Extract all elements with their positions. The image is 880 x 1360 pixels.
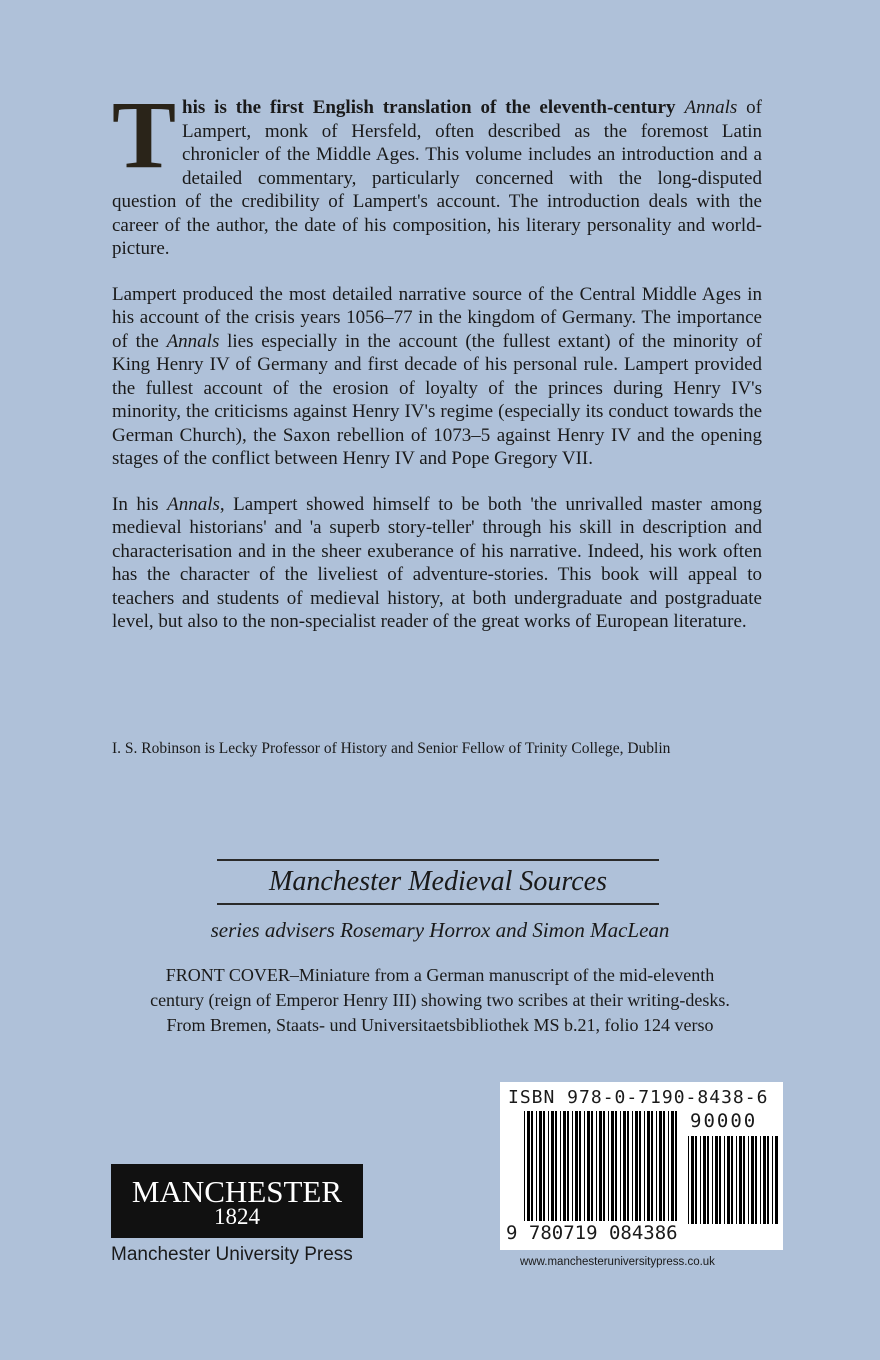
barcode-bar bbox=[763, 1136, 766, 1224]
barcode-bar bbox=[615, 1111, 617, 1221]
barcode-bar bbox=[727, 1136, 730, 1224]
barcode-bar bbox=[579, 1111, 581, 1221]
barcode-bar bbox=[567, 1111, 569, 1221]
barcode-bar bbox=[707, 1136, 709, 1224]
barcode-bar bbox=[531, 1111, 533, 1221]
barcode-bar bbox=[555, 1111, 557, 1221]
barcode-bar bbox=[656, 1111, 657, 1221]
barcode-bar bbox=[611, 1111, 614, 1221]
barcode-bar bbox=[663, 1111, 665, 1221]
barcode-bar bbox=[620, 1111, 621, 1221]
barcode-bar bbox=[675, 1111, 677, 1221]
blurb-lead: his is the first English translation of the eleventh-century bbox=[182, 97, 676, 118]
logo-year: 1824 bbox=[214, 1204, 260, 1229]
barcode-bar bbox=[548, 1111, 549, 1221]
barcode-bar bbox=[539, 1111, 542, 1221]
barcode-bar bbox=[755, 1136, 757, 1224]
barcode-bar bbox=[739, 1136, 742, 1224]
blurb-p3-text-b: , Lampert showed himself to be both 'the unrivalled master among medieval historians' and 'a superb story-teller' through his skill in description and characterisation and in the sheer exuberance of his narrative. Indeed, his work often has the character of the liveliest of adventure-stories. This book will appeal to teachers and students of medieval history, at both undergraduate and postgraduate level, but also to the non-specialist reader of the great works of European literature. bbox=[112, 493, 762, 632]
barcode-bar bbox=[524, 1111, 525, 1221]
blurb-p1-text: of Lampert, monk of Hersfeld, often described as the foremost Latin chronicler of the Middle Ages. This volume includes an introduction and a detailed commentary, particularly concerned with the long-disputed question of the credibility of Lampert's account. The introduction deals with the career of the author, the date of his composition, his literary personality and world-picture. bbox=[112, 97, 763, 259]
barcode-bar bbox=[719, 1136, 721, 1224]
barcode-bar bbox=[751, 1136, 754, 1224]
barcode-bar bbox=[587, 1111, 590, 1221]
cover-note-line-1: FRONT COVER–Miniature from a German manuscript of the mid-eleventh bbox=[165, 965, 715, 985]
isbn-label: ISBN 978-0-7190-8438-6 bbox=[508, 1087, 769, 1108]
barcode-bar bbox=[603, 1111, 605, 1221]
annals-italic: Annals bbox=[167, 493, 220, 515]
blurb-p2-text-a: Lampert produced the most detailed narrative source of the Central Middle Ages in his account of the crisis years 1056–77 in the kingdom of Germany. The importance of the bbox=[112, 283, 762, 352]
publisher-name: Manchester University Press bbox=[111, 1244, 353, 1265]
barcode-bar bbox=[659, 1111, 662, 1221]
barcode-bar bbox=[527, 1111, 530, 1221]
barcode-bar bbox=[736, 1136, 737, 1224]
barcode-bar bbox=[671, 1111, 674, 1221]
barcode-bar bbox=[767, 1136, 769, 1224]
barcode-digits: 9 780719 084386 bbox=[506, 1222, 678, 1244]
barcode-bar bbox=[632, 1111, 633, 1221]
series-title: Manchester Medieval Sources bbox=[269, 866, 607, 897]
barcode-bar bbox=[668, 1111, 669, 1221]
series-advisers: series advisers Rosemary Horrox and Simon MacLean bbox=[210, 918, 670, 942]
price-addon-number: 90000 bbox=[690, 1110, 758, 1132]
barcode-bar bbox=[700, 1136, 701, 1224]
barcode-bar bbox=[775, 1136, 778, 1224]
annals-italic: Annals bbox=[684, 97, 738, 118]
barcode-bar bbox=[572, 1111, 573, 1221]
blurb-p2-text-b: lies especially in the account (the fullest extant) of the minority of King Henry IV of Germany and first decade of his personal rule. Lampert provided the fullest account of the erosion of loyalty of the princes during Henry IV's minority, the criticisms against Henry IV's regime (especially its conduct towards the German Church), the Saxon rebellion of 1073–5 against Henry IV and the opening stages of the conflict between Henry IV and Pope Gregory VII. bbox=[112, 330, 762, 469]
publisher-url[interactable]: www.manchesteruniversitypress.co.uk bbox=[520, 1256, 715, 1268]
annals-italic: Annals bbox=[166, 330, 220, 352]
barcode-bar bbox=[635, 1111, 638, 1221]
blurb-p3-text-a: In his bbox=[112, 493, 168, 515]
author-note: I. S. Robinson is Lecky Professor of History and Senior Fellow of Trinity College, Dublin bbox=[112, 740, 671, 757]
barcode-bar bbox=[608, 1111, 609, 1221]
barcode-bar bbox=[691, 1136, 694, 1224]
barcode-bar bbox=[743, 1136, 745, 1224]
drop-cap: T bbox=[112, 81, 177, 188]
barcode-bar bbox=[688, 1136, 689, 1224]
barcode-bar bbox=[651, 1111, 653, 1221]
barcode-bar bbox=[623, 1111, 626, 1221]
logo-name: MANCHESTER bbox=[131, 1174, 343, 1209]
barcode-bar bbox=[724, 1136, 725, 1224]
barcode-bar bbox=[591, 1111, 593, 1221]
barcode-bar bbox=[731, 1136, 733, 1224]
barcode-bar bbox=[543, 1111, 545, 1221]
barcode-bar bbox=[599, 1111, 602, 1221]
cover-note-line-2: century (reign of Emperor Henry III) showing two scribes at their writing-desks. bbox=[150, 990, 730, 1010]
barcode-bar bbox=[715, 1136, 718, 1224]
barcode-bar bbox=[760, 1136, 761, 1224]
barcode-bar bbox=[748, 1136, 749, 1224]
barcode-bar bbox=[551, 1111, 554, 1221]
manchester-logo bbox=[111, 1164, 363, 1238]
barcode-bar bbox=[772, 1136, 773, 1224]
cover-note-line-3: From Bremen, Staats- und Universitaetsbibliothek MS b.21, folio 124 verso bbox=[166, 1015, 714, 1035]
barcode-bar bbox=[563, 1111, 566, 1221]
barcode-bar bbox=[584, 1111, 585, 1221]
barcode-bar bbox=[712, 1136, 713, 1224]
barcode-bar bbox=[644, 1111, 645, 1221]
barcode-bar bbox=[647, 1111, 650, 1221]
barcode-bar bbox=[560, 1111, 561, 1221]
barcode-bar bbox=[536, 1111, 537, 1221]
barcode-bar bbox=[695, 1136, 697, 1224]
barcode-bar bbox=[627, 1111, 629, 1221]
barcode-bar bbox=[575, 1111, 578, 1221]
barcode-bar bbox=[639, 1111, 641, 1221]
barcode-bar bbox=[596, 1111, 597, 1221]
barcode-bar bbox=[703, 1136, 706, 1224]
